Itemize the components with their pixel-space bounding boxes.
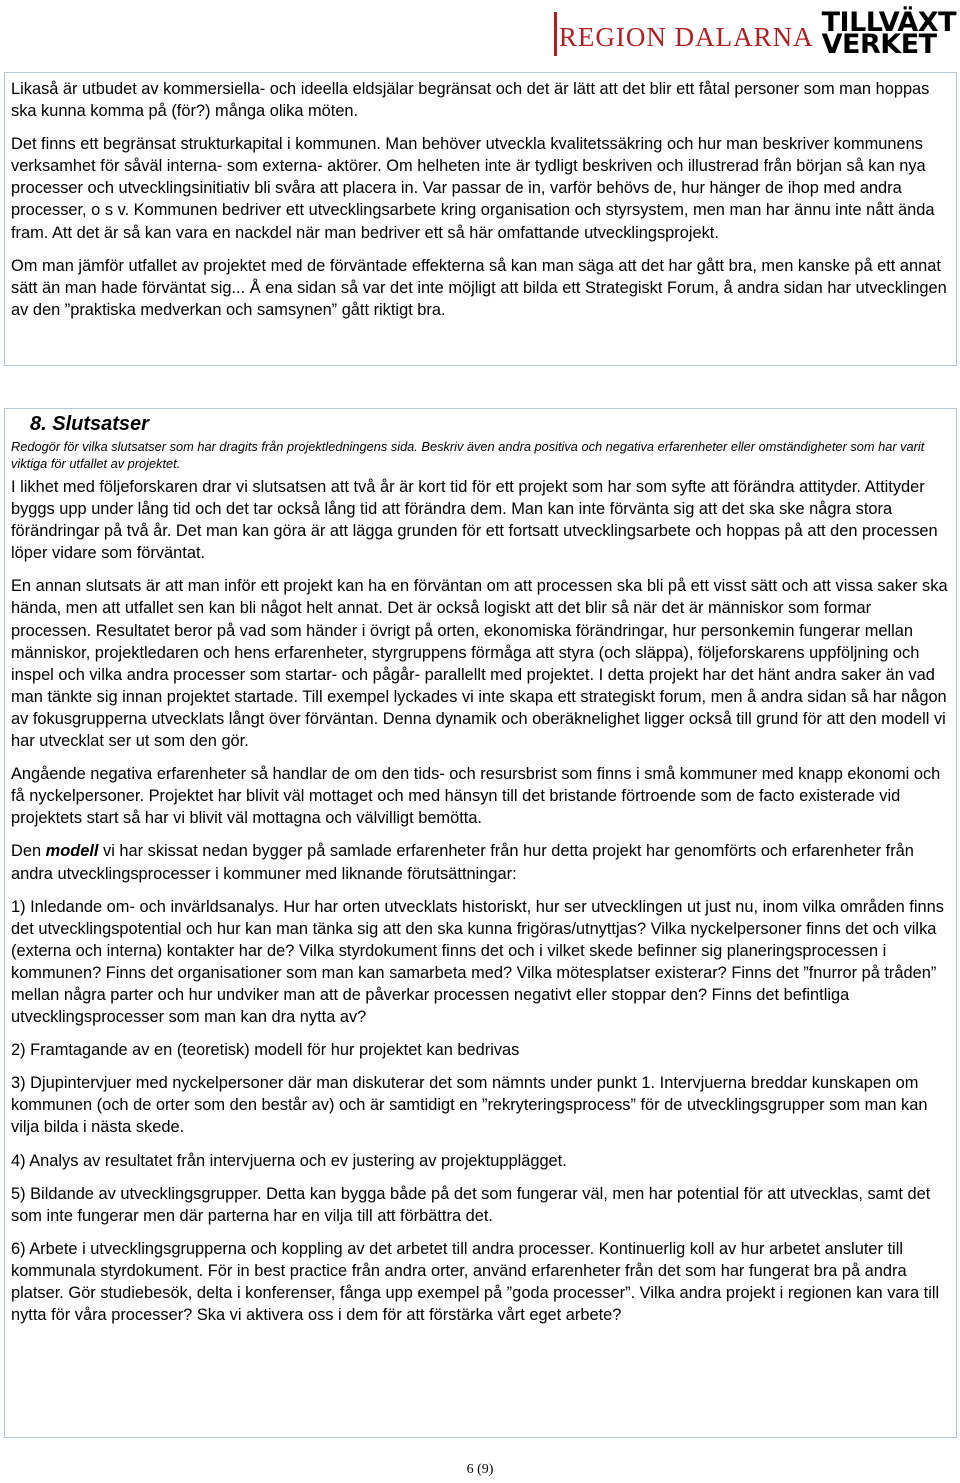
tillvaxtverket-logo-line1: TILLVÄXT (821, 7, 956, 38)
section-instruction: Redogör för vilka slutsatser som har dragits från projektledningens sida. Beskriv även andra positiva och negativa erfarenheter eller omständigheter som har varit viktiga för utfallet av projektet. (11, 439, 925, 471)
header-logos (554, 6, 956, 62)
emphasis-modell: modell (45, 842, 99, 861)
paragraph: Likaså är utbudet av kommersiella- och ideella eldsjälar begränsat och det är lätt att det blir ett fåtal personer som man hoppas ska kunna komma på (för?) många olika möten. (11, 80, 930, 121)
page-number: 6 (9) (466, 1462, 494, 1477)
tillvaxtverket-logo (821, 7, 956, 60)
paragraph: Angående negativa erfarenheter så handlar de om den tids- och resursbrist som finns i små kommuner med knapp ekonomi och få nyckelpersoner. Projektet har blivit väl mottaget och med hänsyn till det bristande förtroende som de facto existerade vid projektets start så har vi blivit väl mottagna och välvilligt bemötta. (11, 765, 941, 828)
model-step-1: 1) Inledande om- och invärldsanalys. Hur har orten utvecklats historiskt, hur ser utvecklingen ut just nu, inom vilka områden finns det utvecklingspotential och hur kan man tänka sig att den ska kunna frigöras/utnyttjas? Vilka nyckelpersoner finns det och vilka (externa och interna) kontakter har de? Vilka styrdokument finns det och i vilket skede befinner sig planeringsprocessen i kommunen? Finns det organisationer som man kan samarbeta med? Vilka mötesplatser existerar? Finns det ”fnurror på tråden” mellan några parter och hur undviker man att de påverkar processen negativt eller stoppar den? Finns det befintliga utvecklingsprocesser som man kan dra nytta av? (11, 897, 944, 1027)
tillvaxtverket-logo-line2: VERKET (821, 29, 937, 60)
region-dalarna-logo (554, 12, 814, 56)
paragraph: Det finns ett begränsat strukturkapital i kommunen. Man behöver utveckla kvalitetssäkring och hur man beskriver kommunens verksamhet för såväl interna- som externa- aktörer. Om helheten inte är tydligt beskriven och illustrerad från början så kan nya processer och utvecklingsinitiativ bli svåra att placera in. Var passar de in, varför behövs de, hur hänger de ihop med andra processer, o s v. Kommunen bedriver ett utvecklingsarbete kring organisation och styrsystem, men man har ännu inte nått ända fram. Att det är så kan vara en nackdel när man bedriver ett så här omfattande utvecklingsprojekt. (11, 135, 935, 242)
section-heading: 8. Slutsatser (30, 413, 149, 435)
model-step-3: 3) Djupintervjuer med nyckelpersoner där man diskuterar det som nämnts under punkt 1. Intervjuerna breddar kunskapen om kommunen (och de orter som den består av) och är samtidigt en ”rekryteringsprocess” för de utvecklingsgrupper som man kan vilja bilda i nästa skede. (11, 1074, 928, 1137)
model-step-2: 2) Framtagande av en (teoretisk) modell för hur projektet kan bedrivas (11, 1041, 520, 1060)
region-dalarna-logo-text: REGION DALARNA (558, 21, 814, 52)
logo-bar (554, 12, 557, 56)
model-step-4: 4) Analys av resultatet från intervjuerna och ev justering av projektupplägget. (11, 1151, 567, 1170)
paragraph-model-intro (11, 840, 950, 884)
paragraph: En annan slutsats är att man inför ett projekt kan ha en förväntan om att processen ska bli på ett visst sätt och att vissa saker ska hända, men att utfallet sen kan bli något helt annat. Det är också logiskt att det blir så när det är människor som formar processen. Resultatet beror på vad som händer i övrigt på orten, ekonomiska förändringar, hur personkemin fungerar mellan människor, projektledaren och hens erfarenheter, styrgruppens förmåga att styra (och släppa), följeforskarens uppföljning och inspel och vilka andra processer som startar- och pågår- parallellt med projektet. I detta projekt har det hänt andra saker än vad man tänkte sig innan projektet startade. Till exempel lyckades vi inte skapa ett strategiskt forum, men å andra sidan så har någon av fokusgrupperna utvecklats långt över förväntan. Denna dynamik och oberäknelighet ligger också till grund för att den modell vi har utvecklat ser ut som den gör. (11, 577, 948, 751)
text-run: Den (11, 842, 46, 861)
section-slutsatser (4, 408, 957, 1438)
text-box-previous-section (4, 72, 957, 366)
paragraph: I likhet med följeforskaren drar vi slutsatsen att två år är kort tid för ett projekt som har som syfte att förändra attityder. Attityder byggs upp under lång tid och det tar också lång tid att förändra dem. Man kan inte förvänta sig att det ska ske några stora förändringar på två år. Det man kan göra är att lägga grunden för ett fortsatt utvecklingsarbete och hoppas på att den processen löper vidare som förväntat. (11, 478, 938, 563)
model-step-5: 5) Bildande av utvecklingsgrupper. Detta kan bygga både på det som fungerar väl, men har potential för att utvecklas, samt det som inte fungerar men där parterna har en vilja till att förbättra det. (11, 1184, 931, 1225)
model-step-6: 6) Arbete i utvecklingsgrupperna och koppling av det arbetet till andra processer. Kontinuerlig koll av hur arbetet ansluter till kommunala styrdokument. För in best practice från andra orter, använd erfarenheter från det som har fungerat bra på andra platser. Gör studiebesök, delta i konferenser, fånga upp exempel på ”goda processer”. Vilka andra projekt i regionen kan vara till nytta för våra processer? Ska vi aktivera oss i dem för att förstärka vårt eget arbete? (11, 1239, 940, 1325)
text-run: vi har skissat nedan bygger på samlade erfarenheter från hur detta projekt har genomförts och erfarenheter från andra utvecklingsprocesser i kommuner med liknande förutsättningar: (11, 842, 914, 883)
paragraph: Om man jämför utfallet av projektet med de förväntade effekterna så kan man säga att det har gått bra, men kanske på ett annat sätt än man hade förväntat sig... Å ena sidan så var det inte möjligt att bilda ett Strategiskt Forum, å andra sidan har utvecklingen av den ”praktiska medverkan och samsynen” gått riktigt bra. (11, 256, 947, 319)
